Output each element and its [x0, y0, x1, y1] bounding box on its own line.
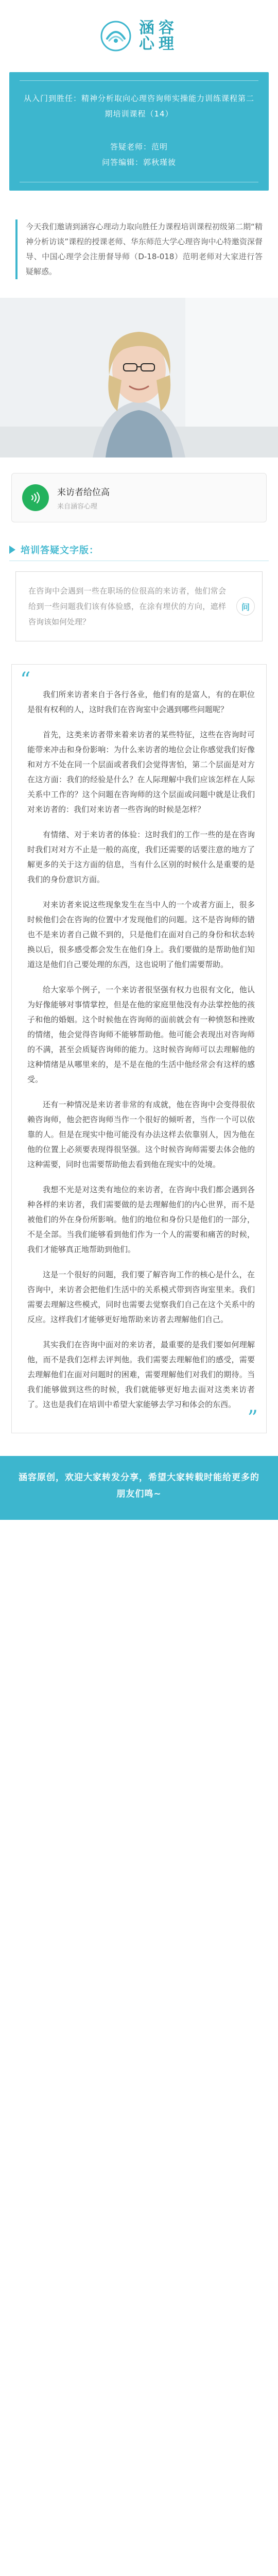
section-header — [9, 543, 269, 556]
footer-text: 涵容原创，欢迎大家转发分享，希望大家转载时能给更多的朋友们鸣~ — [19, 1472, 259, 1499]
question-text: 在咨询中会遇到一些在职场的位很高的来访者，他们常会给到一些问题我们该有体验感，在涂有埋伏的方向，遮样咨询该如何处理？ — [28, 586, 226, 626]
answer-paragraph: 有情绪、对于来访者的体验：这时我们的工作一些的是在咨询时我们对对方不止是一般的高度，我们还需要的话要注意的地方了解更多的关于这方面的信息，当有什么区别的时候什么是重要的是我们的身份意识方面。 — [27, 830, 255, 884]
speaker-credit: 答疑老师：范明 — [110, 142, 168, 151]
woman-portrait-image — [0, 298, 278, 457]
audio-source: 来自涵容心理 — [57, 503, 98, 511]
answer-paragraph: 其实我们在咨询中面对的来访者，最重要的是我们要如何理解他，而不是我们怎样去评判他。我们需要去理解他们的感受，需要去理解他们在面对问题时的困难，需要理解他们对我们的期待。当我们能够做到这些的时候，我们就能够更好地去面对这类来访者了。这也是我们在培训中希望大家能够去学习和体会的东西。 — [27, 1340, 255, 1409]
brand-name-line2: 心理 — [139, 35, 178, 53]
question-badge: 问 — [236, 597, 255, 616]
question-box — [15, 571, 263, 641]
editor-credit: 问答编辑：郭秋瑾彼 — [101, 158, 176, 167]
answer-paragraph: 我们所来访者来自于各行各业，他们有的是富人，有的在职位是很有权利的人，这时我们在咨询室中会遇到哪些问题呢？ — [27, 690, 255, 714]
answer-paragraph: 对来访者来说这些现象发生在当中人的一个或者方面上，很多时候他们会在咨询的位置中才发现他们的问题。这不是咨询师的错也不是来访者自己做不到的，只是他们在面对自己的身份和状态转换以后，很多感受都会发生在他们身上。我们要做的是帮助他们知道这是他们自己要处理的东西，这也说明了他们需要帮助。 — [27, 900, 255, 969]
section-title: 培训答疑文字版： — [21, 545, 99, 556]
intro-text: 从入门到胜任：精神分析取向心理咨询师实操能力训练课程第二期培训课程（14） — [24, 94, 255, 118]
audio-wave-icon — [29, 491, 42, 504]
close-quote-icon: ” — [247, 1406, 258, 1430]
intro-card — [9, 72, 269, 191]
triangle-icon — [9, 546, 15, 554]
open-quote-icon: “ — [20, 668, 31, 692]
audio-player-card[interactable] — [11, 473, 267, 522]
audio-title: 来访者给位高 — [57, 487, 110, 498]
answer-paragraph: 首先，这类来访者带来着来访者的某些特征，这些在咨询时可能带来冲击和身份影响：为什么来访者的地位会让你感觉我们好像和对方不处在同一个层面或者我们会觉得害怕，第二个层面是对方在这方面：我们的经验是什么？在人际理解中我们应该怎样在人际关系中工作的？这个问题在咨询师的这个层面或问题中就是让我们对来访者的：我们对来访者一些咨询的时候是怎样？ — [27, 730, 255, 814]
brand-logo-icon — [100, 20, 132, 52]
answer-paragraph: 我想不光是对这类有地位的来访者，在咨询中我们都会遇到各种各样的来访者，我们需要做的是去理解他们的内心世界，而不是被他们的外在身份所影响。他们的地位和身份只是他们的一部分，不是全部。当我们能够看到他们作为一个人的需要和痛苦的时候，我们才能够真正地帮助到他们。 — [27, 1185, 255, 1254]
intro-meta — [24, 139, 254, 170]
hero-photo — [0, 298, 278, 457]
answer-paragraph: 给大家举个例子，一个来访者很坚强有权力也很有文化，他认为好像能够对事情掌控，但是在他的家庭里他没有办法掌控他的孩子和他的婚姻。这个时候他在咨询师的面前就会有一种愤怒和挫败的情绪，他会觉得咨询师不能够帮助他。他可能会表现出对咨询师的不满，甚至会质疑咨询师的能力。这时候咨询师可以去理解他的这种情绪是从哪里来的，是不是在他的生活中他经常会有这样的感受。 — [27, 985, 255, 1084]
footer-banner — [0, 1456, 278, 1520]
audio-info — [57, 485, 110, 511]
brand-name — [139, 20, 178, 53]
lead-paragraph-block — [15, 219, 263, 279]
answer-paragraph: 还有一种情况是来访者非常的有成就，他在咨询中会变得很依赖咨询师，他会把咨询师当作一个很好的倾听者，当作一个可以依靠的人。但是在现实中他可能没有办法这样去依靠别人，因为他在他的位置上必须要表现得很坚强。这个时候咨询师需要去体会他的这种需要，同时也需要帮助他去看到他在现实中的处境。 — [27, 1100, 255, 1169]
brand-name-line1: 涵容 — [139, 19, 178, 37]
answer-paragraph: 这是一个很好的问题，我们要了解咨询工作的核心是什么，在咨询中，来访者会把他们生活中的关系模式带到咨询室里来。我们需要去理解这些模式，同时也需要去觉察我们自己在这个关系中的反应。这样我们才能够更好地帮助来访者去理解他们自己。 — [27, 1270, 255, 1324]
lead-paragraph: 今天我们邀请到涵容心理动力取向胜任力课程培训课程初级第二期“精神分析访谈”课程的授课老师、华东师范大学心理咨询中心特邀资深督导、中国心理学会注册督导师（D-18-018）范明老师对大家进行答疑解惑。 — [26, 222, 263, 276]
divider — [20, 80, 258, 81]
play-button[interactable] — [22, 484, 49, 511]
answer-box — [11, 664, 267, 1433]
brand-header — [0, 0, 278, 72]
accent-bar — [15, 219, 18, 279]
